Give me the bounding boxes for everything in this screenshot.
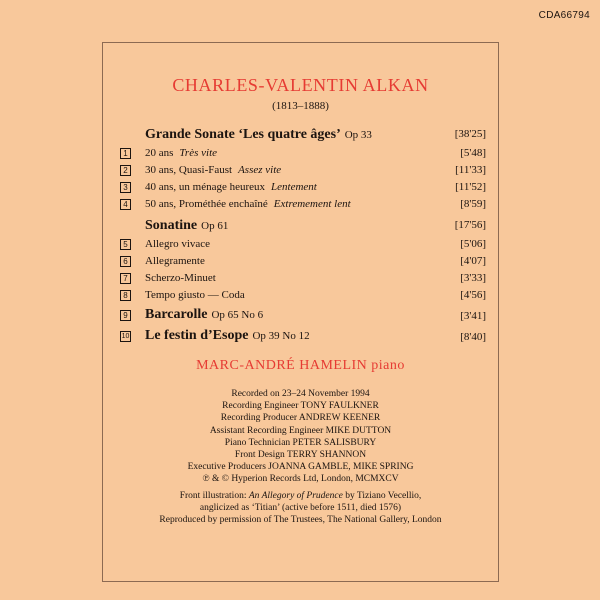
track-duration: [3'41] xyxy=(460,310,486,322)
track-number: 7 xyxy=(120,273,131,284)
credits-block xyxy=(103,388,498,526)
track-number: 5 xyxy=(120,239,131,250)
track-row xyxy=(120,328,486,346)
illustration-line: anglicized as ‘Titian’ (active before 1511, died 1576) xyxy=(199,502,402,513)
track-title: 40 ans, un ménage heureux xyxy=(145,181,266,193)
credit-line: ℗ & © Hyperion Records Ltd, London, MCMXCV xyxy=(202,474,399,485)
work-opus: Op 65 No 6 xyxy=(211,309,264,321)
track-tempo: Assez vite xyxy=(238,164,282,176)
track-row xyxy=(120,147,486,163)
track-number: 6 xyxy=(120,256,131,267)
composer-name: CHARLES-VALENTIN ALKAN xyxy=(172,75,429,95)
track-duration: [11'52] xyxy=(455,181,486,193)
track-duration: [5'48] xyxy=(460,147,486,159)
credit-line: Recording Producer ANDREW KEENER xyxy=(220,413,381,424)
track-tempo: Lentement xyxy=(271,181,317,193)
track-duration: [4'07] xyxy=(460,255,486,267)
catalogue-number: CDA66794 xyxy=(538,10,590,21)
track-duration: [4'56] xyxy=(460,289,486,301)
track-title: Allegro vivace xyxy=(145,238,211,250)
work-opus: Op 61 xyxy=(201,220,229,232)
illustration-suffix: by Tiziano Vecellio, xyxy=(342,490,422,501)
track-title: 30 ans, Quasi-Faust xyxy=(145,164,233,176)
track-title: Allegramente xyxy=(145,255,205,267)
work-title: Grande Sonate ‘Les quatre âges’ xyxy=(145,127,341,142)
track-number: 1 xyxy=(120,148,131,159)
track-number: 10 xyxy=(121,333,130,340)
credit-line: Piano Technician PETER SALISBURY xyxy=(224,437,377,448)
work-title: Le festin d’Esope xyxy=(145,328,249,343)
work-opus: Op 33 xyxy=(344,129,372,141)
performer-name: MARC-ANDRÉ HAMELIN piano xyxy=(196,358,405,373)
work-opus: Op 39 No 12 xyxy=(252,330,310,342)
work-heading xyxy=(145,216,486,234)
track-duration: [8'59] xyxy=(460,198,486,210)
track-duration: [5'06] xyxy=(460,238,486,250)
track-row xyxy=(120,238,486,254)
track-number: 3 xyxy=(120,182,131,193)
track-title: 20 ans xyxy=(145,147,174,159)
track-duration: [3'33] xyxy=(460,272,486,284)
track-title: Scherzo-Minuet xyxy=(145,272,216,284)
work-title: Sonatine xyxy=(145,218,198,233)
credit-line: Recorded on 23–24 November 1994 xyxy=(231,389,370,399)
track-row xyxy=(120,198,486,214)
permission-line: Reproduced by permission of The Trustees, The National Gallery, London xyxy=(159,515,442,526)
illustration-prefix: Front illustration: xyxy=(179,490,249,501)
track-row xyxy=(120,307,486,325)
track-title: Tempo giusto — Coda xyxy=(145,289,245,301)
work-heading xyxy=(145,125,486,143)
credit-line: Assistant Recording Engineer MIKE DUTTON xyxy=(209,425,392,436)
track-row xyxy=(120,255,486,271)
credit-line: Recording Engineer TONY FAULKNER xyxy=(222,401,379,412)
track-row xyxy=(120,289,486,305)
track-tempo: Très vite xyxy=(179,147,218,159)
work-duration: [38'25] xyxy=(454,128,486,140)
credit-line: Front Design TERRY SHANNON xyxy=(234,450,367,461)
illustration-credit xyxy=(103,490,498,502)
track-row xyxy=(120,272,486,288)
track-tempo: Extremement lent xyxy=(273,198,351,210)
credit-line: Executive Producers JOANNA GAMBLE, MIKE SPRING xyxy=(187,462,414,473)
track-duration: [8'40] xyxy=(460,331,486,343)
tracklist-panel xyxy=(102,42,499,582)
track-number: 4 xyxy=(120,199,131,210)
track-number: 9 xyxy=(120,310,131,321)
illustration-title: An Allegory of Prudence xyxy=(248,490,343,501)
track-number: 8 xyxy=(120,290,131,301)
track-row xyxy=(120,164,486,180)
composer-dates: (1813–1888) xyxy=(272,100,329,112)
work-title: Barcarolle xyxy=(145,307,208,322)
track-row xyxy=(120,181,486,197)
track-number: 2 xyxy=(120,165,131,176)
track-duration: [11'33] xyxy=(455,164,486,176)
work-duration: [17'56] xyxy=(454,219,486,231)
track-title: 50 ans, Prométhée enchaîné xyxy=(145,198,268,210)
